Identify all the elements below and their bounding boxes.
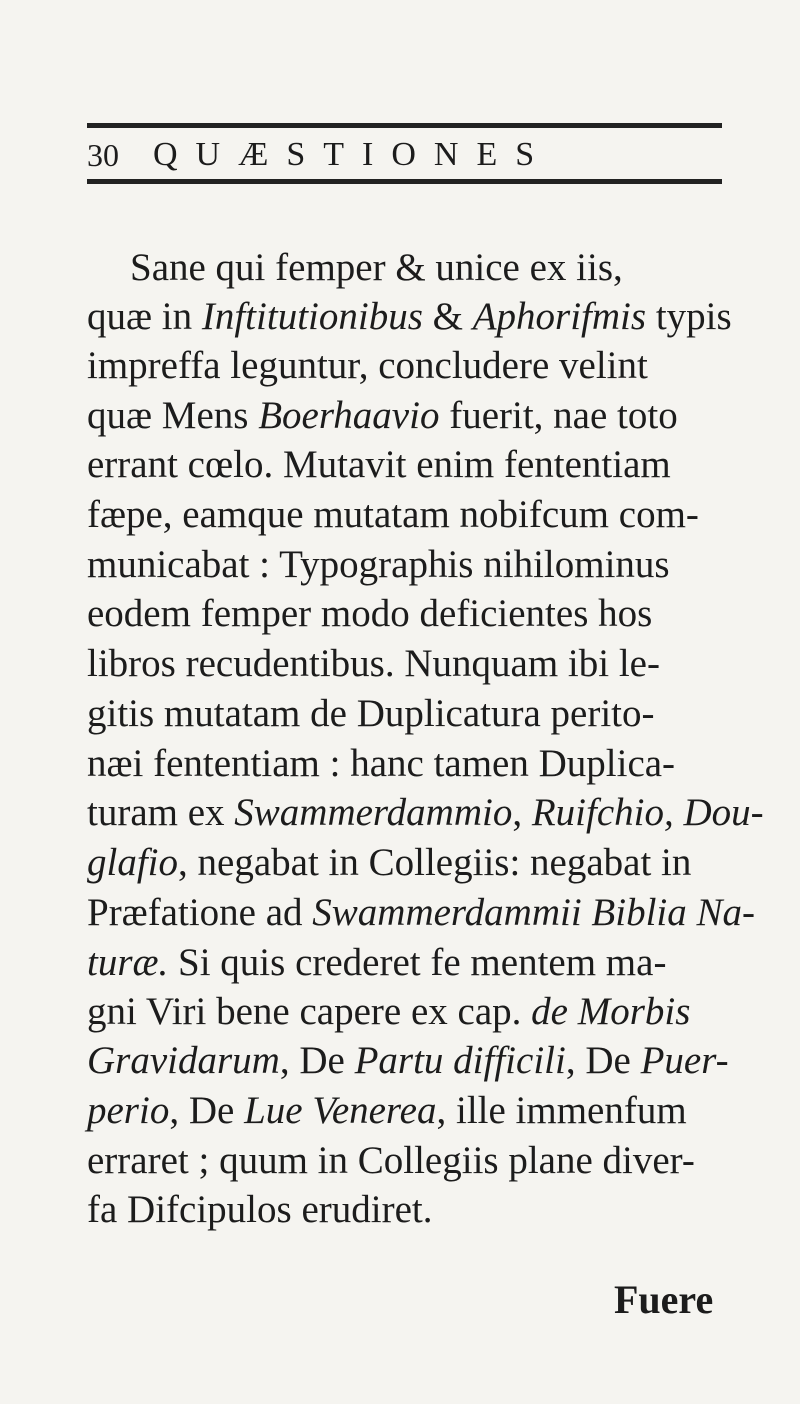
- page-number: 30: [87, 137, 119, 173]
- text-line: quæ in Inftitutionibus & Aphorifmis typis: [87, 295, 732, 338]
- text-line: municabat : Typographis nihilominus: [87, 543, 670, 586]
- text-line: turam ex Swammerdammio, Ruifchio, Dou-: [87, 791, 764, 834]
- text-line: erraret ; quum in Collegiis plane diver-: [87, 1139, 695, 1182]
- running-header: [87, 134, 722, 176]
- text-line: Præfatione ad Swammerdammii Biblia Na-: [87, 891, 755, 934]
- text-line: næi fententiam : hanc tamen Duplica-: [87, 742, 676, 785]
- text-line: turæ. Si quis crederet fe mentem ma-: [87, 941, 667, 984]
- text-line: perio, De Lue Venerea, ille immenfum: [87, 1089, 687, 1132]
- text-line: fa Difcipulos erudiret.: [87, 1188, 433, 1231]
- text-line: gni Viri bene capere ex cap. de Morbis: [87, 990, 691, 1033]
- header-rule-top: [87, 123, 722, 128]
- text-line: Gravidarum, De Partu difficili, De Puer-: [87, 1039, 729, 1082]
- text-line: impreffa leguntur, concludere velint: [87, 344, 648, 387]
- catchword: Fuere: [614, 1277, 714, 1322]
- text-line: eodem femper modo deficientes hos: [87, 592, 653, 635]
- text-line: errant cœlo. Mutavit enim fententiam: [87, 443, 671, 486]
- text-line: fæpe, eamque mutatam nobifcum com-: [87, 493, 699, 536]
- running-title: QUÆSTIONES: [153, 136, 553, 173]
- text-line: Sane qui femper & unice ex iis,: [130, 246, 623, 289]
- text-line: libros recudentibus. Nunquam ibi le-: [87, 642, 660, 685]
- text-line: glafio, negabat in Collegiis: negabat in: [87, 841, 692, 884]
- text-line: gitis mutatam de Duplicatura perito-: [87, 692, 655, 735]
- text-line: quæ Mens Boerhaavio fuerit, nae toto: [87, 394, 678, 437]
- header-rule-bottom: [87, 179, 722, 184]
